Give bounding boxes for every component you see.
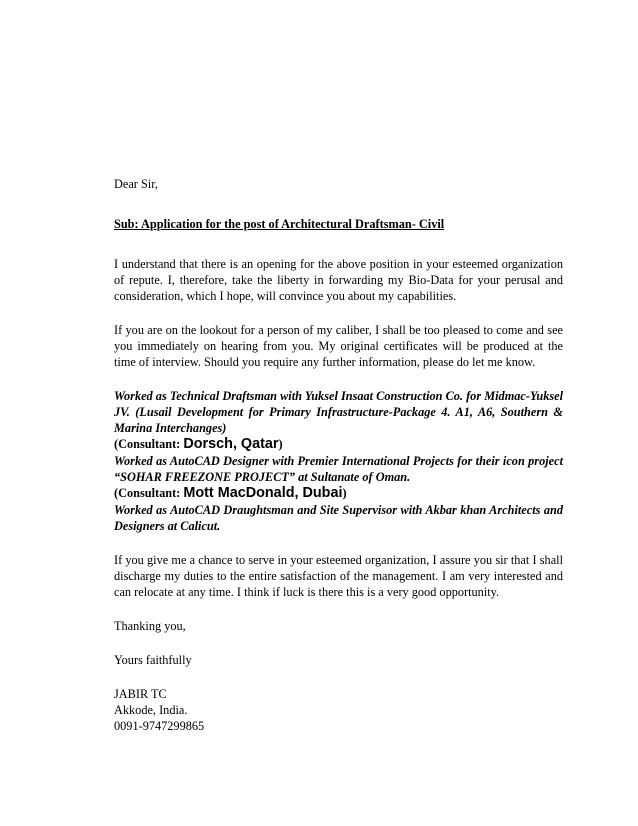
signature-name: JABIR TC [114, 687, 167, 701]
consultant-prefix-2: (Consultant: [114, 486, 184, 500]
letter-body [114, 176, 563, 734]
experience-item-1: Worked as Technical Draftsman with Yuksel Insaat Construction Co. for Midmac-Yuksel JV. (Lusail Development for Primary Infrastructure-Package 4. A1, A6, Southern & Marina Interchanges) [114, 389, 563, 435]
signature-phone: 0091-9747299865 [114, 719, 205, 733]
paragraph-closing: If you give me a chance to serve in your esteemed organization, I assure you sir that I shall discharge my duties to the entire satisfaction of the management. I am very interested and can relocate at any time. I think if luck is there this is a very good opportunity. [114, 553, 563, 599]
subject-line: Sub: Application for the post of Architectural Draftsman- Civil [114, 217, 445, 231]
consultant-line-2 [114, 485, 563, 502]
consultant-suffix-1: ) [278, 437, 283, 451]
signature-block [114, 686, 563, 734]
experience-item-3: Worked as AutoCAD Draughtsman and Site Supervisor with Akbar khan Architects and Designers at Calicut. [114, 503, 563, 533]
consultant-name-1: Dorsch, Qatar [183, 436, 279, 452]
signature-address: Akkode, India. [114, 703, 188, 717]
consultant-line-1 [114, 436, 563, 453]
salutation: Dear Sir, [114, 177, 158, 191]
consultant-name-2: Mott MacDonald, Dubai [183, 485, 343, 501]
consultant-suffix-2: ) [342, 486, 347, 500]
thanks-line: Thanking you, [114, 619, 186, 633]
closing-line: Yours faithfully [114, 653, 192, 667]
paragraph-availability: If you are on the lookout for a person of my caliber, I shall be too pleased to come and see you immediately on hearing from you. My original certificates will be produced at the time of interview. Should you require any further information, please do let me know. [114, 323, 563, 369]
experience-section [114, 388, 563, 534]
consultant-prefix-1: (Consultant: [114, 437, 184, 451]
experience-item-2: Worked as AutoCAD Designer with Premier International Projects for their icon project “SOHAR FREEZONE PROJECT” at Sultanate of Oman. [114, 454, 563, 484]
paragraph-intro: I understand that there is an opening for the above position in your esteemed organization of repute. I, therefore, take the liberty in forwarding my Bio-Data for your perusal and consideration, which I hope, will convince you about my capabilities. [114, 257, 563, 303]
